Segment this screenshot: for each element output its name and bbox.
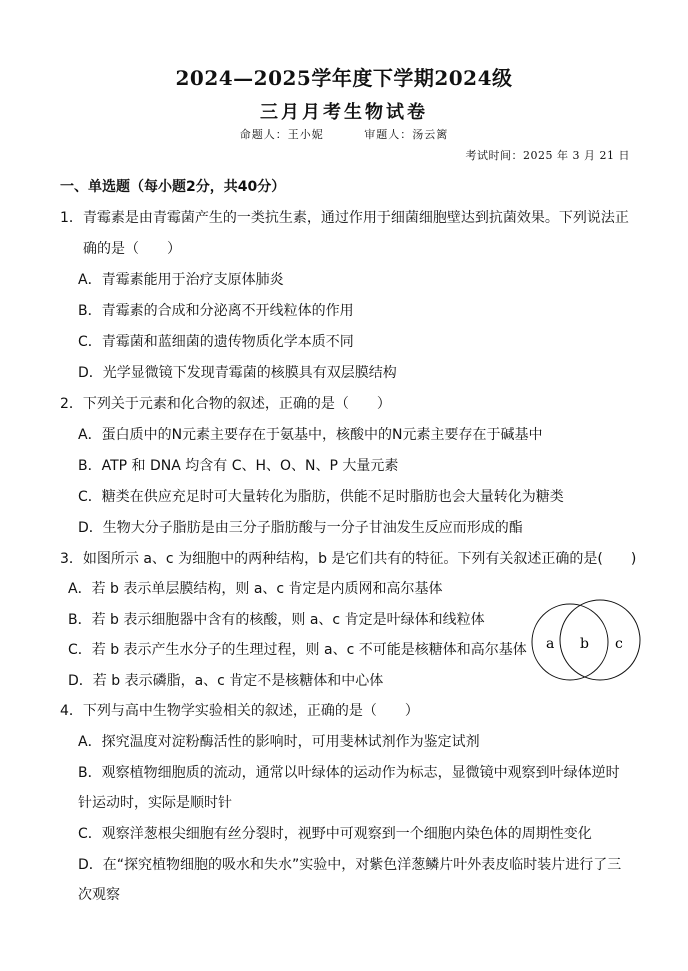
section-title: 一、单选题（每小题2分，共40分） <box>60 179 286 195</box>
exam-subtitle: 三月月考生物试卷 <box>260 102 428 123</box>
q2-option-c: C．糖类在供应充足时可大量转化为脂肪，供能不足时脂肪也会大量转化为糖类 <box>78 489 564 505</box>
reviewer: 审题人：汤云篱 <box>364 128 449 141</box>
venn-label-b: b <box>580 636 589 652</box>
q1-option-c: C．青霉菌和蓝细菌的遗传物质化学本质不同 <box>78 334 354 350</box>
q2-stem: 2．下列关于元素和化合物的叙述，正确的是（ ） <box>60 396 391 412</box>
venn-circle-right <box>560 600 640 680</box>
author: 命题人：王小妮 <box>239 128 324 141</box>
q1-stem-line2: 确的是（ ） <box>83 241 181 257</box>
q4-option-c: C．观察洋葱根尖细胞有丝分裂时，视野中可观察到一个细胞内染色体的周期性变化 <box>78 826 592 842</box>
q2-option-b: B．ATP 和 DNA 均含有 C、H、O、N、P 大量元素 <box>78 458 399 474</box>
venn-label-a: a <box>546 636 555 652</box>
q2-option-a: A．蛋白质中的N元素主要存在于氨基中，核酸中的N元素主要存在于碱基中 <box>78 427 543 443</box>
q4-option-d-line2: 次观察 <box>78 887 120 903</box>
venn-circle-left <box>532 604 608 680</box>
q3-option-b: B．若 b 表示细胞器中含有的核酸，则 a、c 肯定是叶绿体和线粒体 <box>68 612 485 628</box>
q3-option-d: D．若 b 表示磷脂，a、c 肯定不是核糖体和中心体 <box>68 673 384 689</box>
q4-option-b-line1: B．观察植物细胞质的流动，通常以叶绿体的运动作为标志，显微镜中观察到叶绿体逆时 <box>78 765 620 781</box>
venn-diagram <box>528 598 648 682</box>
q1-option-a: A．青霉素能用于治疗支原体肺炎 <box>78 272 284 288</box>
q4-option-d-line1: D．在“探究植物细胞的吸水和失水”实验中，对紫色洋葱鳞片叶外表皮临时装片进行了三 <box>78 857 622 873</box>
q3-stem: 3．如图所示 a、c 为细胞中的两种结构，b 是它们共有的特征。下列有关叙述正确的是( ) <box>60 551 637 567</box>
exam-time: 考试时间：2025 年 3 月 21 日 <box>465 149 630 162</box>
q2-option-d: D．生物大分子脂肪是由三分子脂肪酸与一分子甘油发生反应而形成的酯 <box>78 520 523 536</box>
q3-option-c: C．若 b 表示产生水分子的生理过程，则 a、c 不可能是核糖体和高尔基体 <box>68 642 527 658</box>
q4-option-a: A．探究温度对淀粉酶活性的影响时，可用斐林试剂作为鉴定试剂 <box>78 734 480 750</box>
q1-option-d: D．光学显微镜下发现青霉菌的核膜具有双层膜结构 <box>78 365 397 381</box>
q4-stem: 4．下列与高中生物学实验相关的叙述，正确的是（ ） <box>60 703 419 719</box>
q1-stem-line1: 1．青霉素是由青霉菌产生的一类抗生素，通过作用于细菌细胞壁达到抗菌效果。下列说法正 <box>60 210 629 226</box>
q4-option-b-line2: 针运动时，实际是顺时针 <box>78 795 232 811</box>
exam-title: 2024—2025学年度下学期2024级 <box>175 66 513 90</box>
authors-line <box>0 126 688 142</box>
q1-option-b: B．青霉素的合成和分泌离不开线粒体的作用 <box>78 303 354 319</box>
q3-option-a: A．若 b 表示单层膜结构，则 a、c 肯定是内质网和高尔基体 <box>68 581 443 597</box>
venn-label-c: c <box>615 636 623 652</box>
